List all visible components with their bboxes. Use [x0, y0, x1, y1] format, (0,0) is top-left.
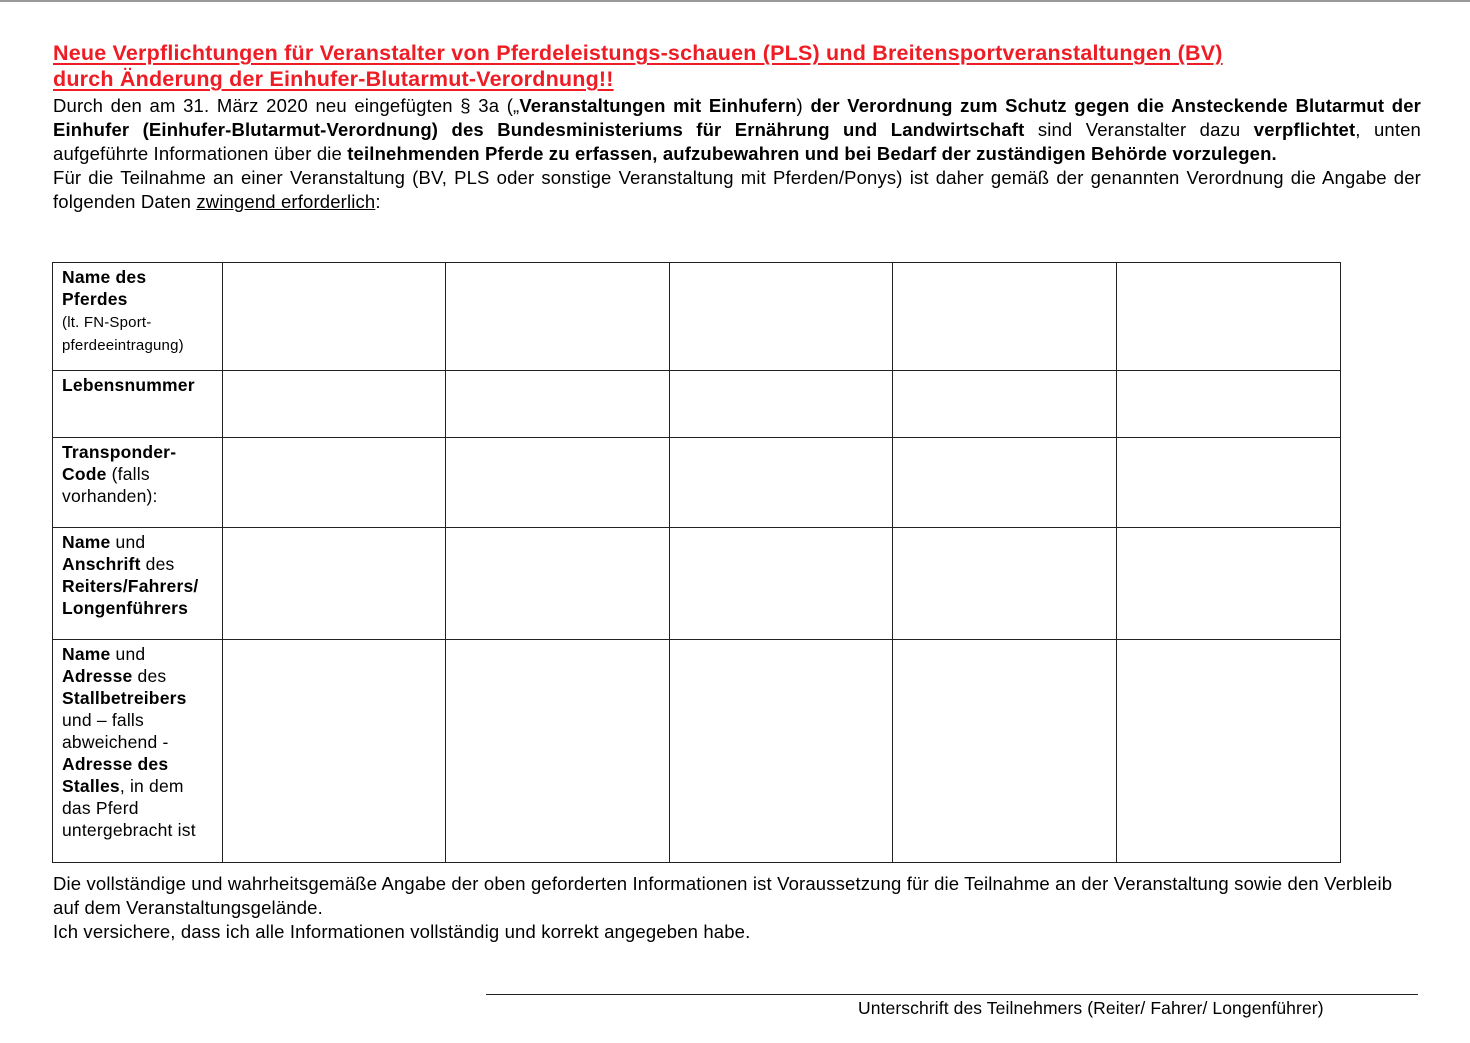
intro-bold-segment: verpflichtet	[1253, 119, 1356, 140]
table-row	[53, 640, 1341, 863]
label-bold: Lebensnummer	[62, 375, 195, 395]
table-row	[53, 528, 1341, 640]
table-row	[53, 263, 1341, 371]
entry-cell[interactable]	[446, 438, 670, 528]
entry-cell[interactable]	[893, 528, 1117, 640]
intro-text-segment: :	[375, 191, 381, 212]
signature-line[interactable]	[486, 994, 1418, 995]
entry-cell[interactable]	[223, 640, 446, 863]
entry-cell[interactable]	[223, 438, 446, 528]
entry-cell[interactable]	[1117, 438, 1341, 528]
label-note: (lt. FN-Sport-pferdeeintragung)	[62, 314, 184, 354]
footer-declaration: Ich versichere, dass ich alle Informationen vollständig und korrekt angegeben habe.	[53, 921, 751, 942]
entry-cell[interactable]	[223, 263, 446, 371]
entry-cell[interactable]	[670, 528, 893, 640]
signature-label: Unterschrift des Teilnehmers (Reiter/ Fahrer/ Longenführer)	[858, 998, 1324, 1018]
label-text: , in dem das Pferd untergebracht ist	[62, 776, 196, 840]
label-bold: Adresse des Stalles	[62, 754, 169, 796]
intro-text-segment: , unten aufgeführte Informationen über die	[53, 119, 1421, 164]
table-row	[53, 371, 1341, 438]
row-label-transponder	[53, 438, 223, 528]
intro-bold-segment: der Verordnung zum Schutz gegen die Ansteckende Blutarmut der Einhufer (Einhufer-Blutarmut-Verordnung) des Bundesministeriums für Ernährung und Landwirtschaft	[53, 95, 1421, 140]
label-text: und	[110, 644, 146, 664]
title-line-1: Neue Verpflichtungen für Veranstalter von Pferdeleistungs-schauen (PLS) und Breitensportveranstaltungen (BV)	[53, 41, 1223, 65]
label-bold: Adresse	[62, 666, 133, 686]
intro-underlined-segment: zwingend erforderlich	[196, 191, 376, 212]
entry-cell[interactable]	[446, 640, 670, 863]
label-bold: Name	[62, 644, 111, 664]
entry-cell[interactable]	[446, 371, 670, 438]
horse-data-table	[52, 262, 1341, 863]
label-text: und – falls abweichend -	[62, 710, 169, 752]
intro-text-segment: )	[796, 95, 811, 116]
intro-text-segment: sind Veranstalter dazu	[1024, 119, 1254, 140]
label-text: und	[110, 532, 146, 552]
footer-requirement: Die vollständige und wahrheitsgemäße Angabe der oben geforderten Informationen ist Voraussetzung für die Teilnahme an der Veranstaltung sowie den Verbleib auf dem Veranstaltungsgelände.	[53, 873, 1393, 918]
entry-cell[interactable]	[1117, 528, 1341, 640]
label-bold: Name des Pferdes	[62, 267, 147, 309]
entry-cell[interactable]	[670, 371, 893, 438]
row-label-rider	[53, 528, 223, 640]
footer-text	[53, 872, 1421, 944]
entry-cell[interactable]	[446, 263, 670, 371]
entry-cell[interactable]	[1117, 263, 1341, 371]
entry-cell[interactable]	[670, 640, 893, 863]
intro-bold-segment: Veranstaltungen mit Einhufern	[519, 95, 797, 116]
entry-cell[interactable]	[893, 640, 1117, 863]
page-top-border	[0, 0, 1470, 2]
label-bold: Reiters/Fahrers/ Longenführers	[62, 576, 199, 618]
label-text: des	[140, 554, 175, 574]
entry-cell[interactable]	[446, 528, 670, 640]
entry-cell[interactable]	[1117, 640, 1341, 863]
intro-text-segment: Für die Teilnahme an einer Veranstaltung (BV, PLS oder sonstige Veranstaltung mit Pferden/Ponys) ist daher gemäß der genannten Verordnung die Angabe der folgenden Daten	[53, 167, 1421, 212]
label-bold: Name	[62, 532, 111, 552]
entry-cell[interactable]	[893, 438, 1117, 528]
row-label-stable	[53, 640, 223, 863]
document-body	[53, 40, 1421, 214]
row-label-life-number	[53, 371, 223, 438]
label-bold: Anschrift	[62, 554, 141, 574]
entry-cell[interactable]	[223, 528, 446, 640]
title-line-2: durch Änderung der Einhufer-Blutarmut-Verordnung!!	[53, 67, 614, 91]
label-bold: Transponder-Code	[62, 442, 177, 484]
label-bold: Stallbetreibers	[62, 688, 187, 708]
entry-cell[interactable]	[670, 263, 893, 371]
label-text: (falls vorhanden):	[62, 464, 158, 506]
entry-cell[interactable]	[670, 438, 893, 528]
entry-cell[interactable]	[223, 371, 446, 438]
intro-text-segment: Durch den am 31. März 2020 neu eingefügten § 3a („	[53, 95, 520, 116]
label-text: des	[132, 666, 167, 686]
intro-bold-segment: teilnehmenden Pferde zu erfassen, aufzubewahren und bei Bedarf der zuständigen Behörde vorzulegen.	[347, 143, 1277, 164]
table-row	[53, 438, 1341, 528]
document-title	[53, 40, 1421, 92]
entry-cell[interactable]	[893, 263, 1117, 371]
entry-cell[interactable]	[893, 371, 1117, 438]
row-label-horse-name	[53, 263, 223, 371]
entry-cell[interactable]	[1117, 371, 1341, 438]
intro-text	[53, 94, 1421, 214]
